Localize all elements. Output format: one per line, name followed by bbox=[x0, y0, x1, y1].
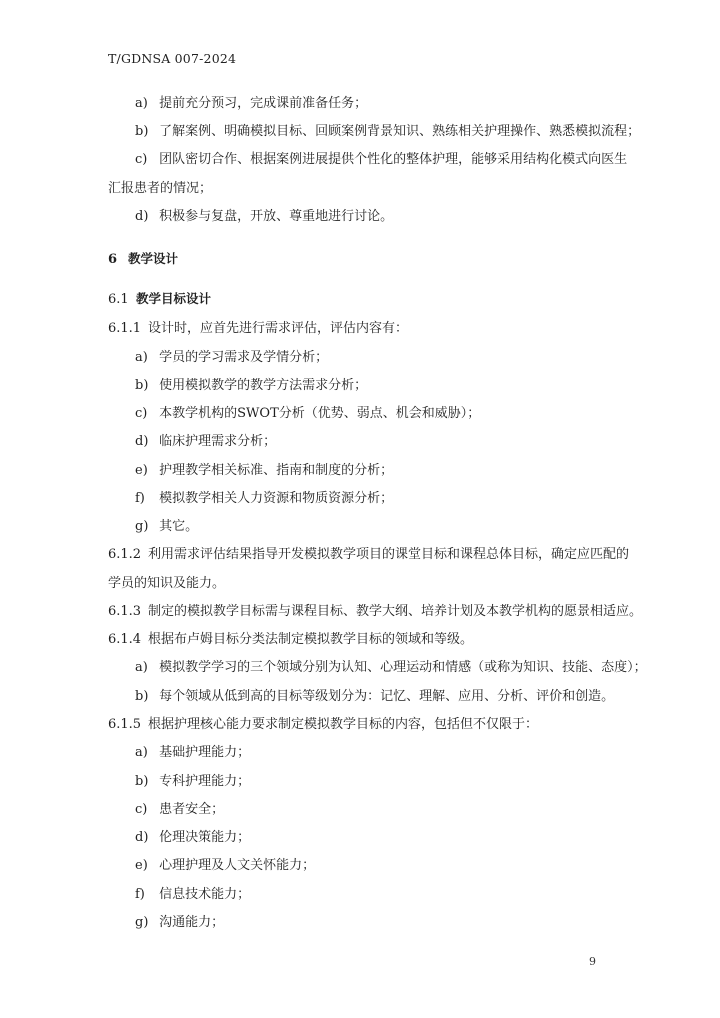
subsection-heading bbox=[108, 290, 211, 309]
clause bbox=[108, 631, 473, 649]
clause-text: 学员的知识及能力。 bbox=[108, 576, 226, 591]
list-label: d) bbox=[135, 434, 149, 449]
list-label: b) bbox=[135, 689, 149, 704]
list-item bbox=[135, 95, 367, 113]
list-text: 模拟教学相关人力资源和物质资源分析； bbox=[159, 491, 394, 506]
list-label: a) bbox=[135, 660, 148, 675]
list-item bbox=[135, 349, 328, 367]
list-item bbox=[135, 462, 393, 480]
list-text: 专科护理能力； bbox=[159, 774, 251, 789]
list-text: 护理教学相关标准、指南和制度的分析； bbox=[159, 463, 394, 478]
list-text: 信息技术能力； bbox=[159, 887, 251, 902]
list-text: 学员的学习需求及学情分析； bbox=[159, 350, 329, 365]
clause-number: 6.1.3 bbox=[108, 604, 142, 619]
clause bbox=[108, 716, 538, 734]
list-text: 积极参与复盘，开放、尊重地进行讨论。 bbox=[159, 209, 394, 224]
clause-number: 6.1.4 bbox=[108, 632, 142, 647]
clause-number: 6.1.1 bbox=[108, 321, 142, 336]
list-label: c) bbox=[135, 406, 148, 421]
list-item bbox=[135, 123, 640, 141]
list-text: 团队密切合作、根据案例进展提供个性化的整体护理，能够采用结构化模式向医生 bbox=[159, 152, 628, 167]
list-text: 伦理决策能力； bbox=[159, 830, 251, 845]
list-item bbox=[135, 857, 315, 875]
section-heading bbox=[108, 250, 178, 269]
list-label: b) bbox=[135, 378, 149, 393]
list-label: f) bbox=[135, 887, 145, 902]
list-item bbox=[135, 829, 250, 847]
list-text: 基础护理能力； bbox=[159, 745, 251, 760]
list-text: 汇报患者的情况； bbox=[108, 181, 213, 196]
list-label: g) bbox=[135, 519, 149, 534]
list-item bbox=[135, 377, 367, 395]
clause-text: 利用需求评估结果指导开发模拟教学项目的课堂目标和课程总体目标，确定应匹配的 bbox=[148, 547, 630, 562]
list-item bbox=[135, 405, 480, 423]
list-label: a) bbox=[135, 745, 148, 760]
list-text: 了解案例、明确模拟目标、回顾案例背景知识、熟练相关护理操作、熟悉模拟流程； bbox=[159, 124, 641, 139]
clause bbox=[108, 546, 629, 564]
standard-code: T/GDNSA 007-2024 bbox=[108, 51, 237, 66]
list-item bbox=[135, 208, 393, 226]
subsection-title: 教学目标设计 bbox=[136, 291, 212, 306]
list-text: 每个领域从低到高的目标等级划分为：记忆、理解、应用、分析、评价和创造。 bbox=[159, 689, 615, 704]
section-title: 教学设计 bbox=[128, 251, 179, 266]
list-item bbox=[135, 433, 276, 451]
list-item bbox=[135, 914, 224, 932]
list-label: a) bbox=[135, 96, 148, 111]
list-item bbox=[135, 518, 198, 536]
clause bbox=[108, 320, 408, 338]
list-text: 患者安全； bbox=[159, 802, 225, 817]
list-item-continuation bbox=[108, 180, 212, 198]
list-text: 其它。 bbox=[159, 519, 199, 534]
page-number: 9 bbox=[589, 955, 596, 968]
list-text: 提前充分预习，完成课前准备任务； bbox=[159, 96, 368, 111]
list-text: 心理护理及人文关怀能力； bbox=[159, 858, 316, 873]
clause bbox=[108, 603, 642, 621]
clause-text: 根据布卢姆目标分类法制定模拟教学目标的领域和等级。 bbox=[148, 632, 474, 647]
clause-number: 6.1.5 bbox=[108, 717, 142, 732]
list-item bbox=[135, 659, 647, 677]
subsection-number: 6.1 bbox=[108, 292, 129, 307]
clause-number: 6.1.2 bbox=[108, 547, 142, 562]
list-text: 模拟教学学习的三个领域分别为认知、心理运动和情感（或称为知识、技能、态度）； bbox=[159, 660, 647, 675]
list-item bbox=[135, 151, 627, 169]
list-label: g) bbox=[135, 915, 149, 930]
list-label: a) bbox=[135, 350, 148, 365]
list-label: b) bbox=[135, 774, 149, 789]
list-text: 沟通能力； bbox=[159, 915, 225, 930]
list-label: d) bbox=[135, 209, 149, 224]
list-label: c) bbox=[135, 152, 148, 167]
list-label: e) bbox=[135, 858, 148, 873]
clause-text: 制定的模拟教学目标需与课程目标、教学大纲、培养计划及本教学机构的愿景相适应。 bbox=[148, 604, 643, 619]
list-text: 使用模拟教学的教学方法需求分析； bbox=[159, 378, 368, 393]
list-text: 本教学机构的SWOT分析（优势、弱点、机会和威胁）； bbox=[159, 406, 481, 421]
clause-continuation bbox=[108, 575, 225, 593]
list-item bbox=[135, 490, 393, 508]
list-text: 临床护理需求分析； bbox=[159, 434, 277, 449]
list-label: d) bbox=[135, 830, 149, 845]
list-item bbox=[135, 744, 250, 762]
section-number: 6 bbox=[108, 252, 118, 267]
clause-text: 设计时，应首先进行需求评估，评估内容有： bbox=[148, 321, 409, 336]
list-label: f) bbox=[135, 491, 145, 506]
clause-text: 根据护理核心能力要求制定模拟教学目标的内容，包括但不仅限于： bbox=[148, 717, 539, 732]
list-item bbox=[135, 801, 224, 819]
list-label: e) bbox=[135, 463, 148, 478]
list-label: c) bbox=[135, 802, 148, 817]
list-label: b) bbox=[135, 124, 149, 139]
list-item bbox=[135, 773, 250, 791]
list-item bbox=[135, 886, 250, 904]
list-item bbox=[135, 688, 614, 706]
